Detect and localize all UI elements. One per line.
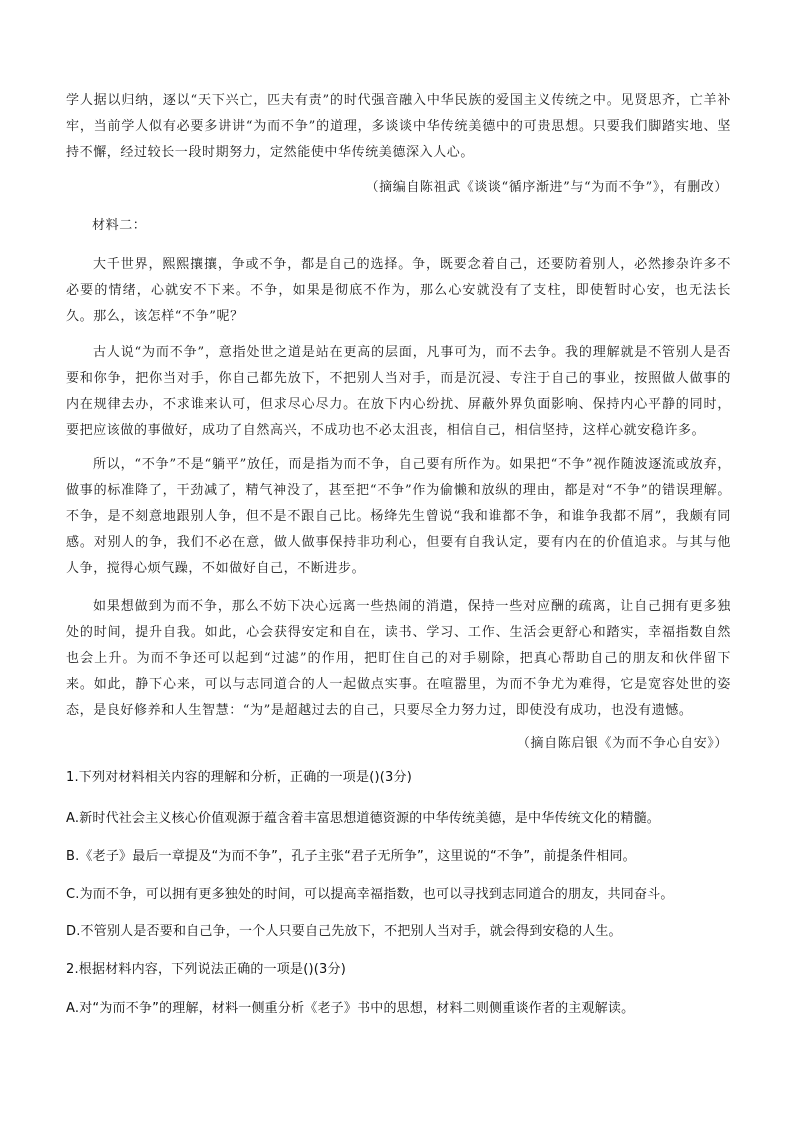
question-1-option-c: C.为而不争，可以拥有更多独处的时间，可以提高幸福指数，也可以寻找到志同道合的朋友，共同奋斗。	[66, 887, 674, 902]
material2-paragraph-1: 大千世界，熙熙攘攘，争或不争，都是自己的选择。争，既要念着自己，还要防着别人，必然掺杂许多不必要的情绪，心就安不下来。不争，如果是彻底不作为，那么心安就没有了支柱，即使暂时心安，也无法长久。那么，该怎样“不争”呢？	[66, 257, 731, 324]
question-1-option-d: D.不管别人是否要和自己争，一个人只要自己先放下，不把别人当对手，就会得到安稳的人生。	[66, 924, 622, 939]
material2-source: （摘自陈启银《为而不争心自安》）	[516, 736, 728, 751]
question-2-stem: 2.根据材料内容，下列说法正确的一项是()(3分)	[66, 962, 346, 977]
question-1-stem: 1.下列对材料相关内容的理解和分析，正确的一项是()(3分)	[66, 770, 412, 785]
question-2-option-a: A.对“为而不争”的理解，材料一侧重分析《老子》书中的思想，材料二则侧重谈作者的主观解读。	[66, 1001, 635, 1016]
material2-paragraph-4: 如果想做到为而不争，那么不妨下决心远离一些热闹的消遣，保持一些对应酬的疏离，让自己拥有更多独处的时间，提升自我。如此，心会获得安定和自在，读书、学习、工作、生活会更舒心和踏实，幸福指数自然也会上升。为而不争还可以起到“过滤”的作用，把盯住自己的对手剔除，把真心帮助自己的朋友和伙伴留下来。如此，静下心来，可以与志同道合的人一起做点实事。在喧嚣里，为而不争尤为难得，它是宽容处世的姿态，是良好修养和人生智慧：“为”是超越过去的自己，只要尽全力努力过，即使没有成功，也没有遗憾。	[66, 599, 731, 718]
material1-source: （摘编自陈祖武《谈谈“循序渐进”与“为而不争”》，有删改）	[365, 180, 728, 195]
material2-heading: 材料二：	[92, 218, 147, 233]
material2-paragraph-3: 所以，“不争”不是“躺平”放任，而是指为而不争，自己要有所作为。如果把“不争”视作随波逐流或放弃，做事的标准降了，干劲减了，精气神没了，甚至把“不争”作为偷懒和放纵的理由，都是对“不争”的错误理解。不争，是不刻意地跟别人争，但不是不跟自己比。杨绛先生曾说“我和谁都不争，和谁争我都不屑”，我颇有同感。对别人的争，我们不必在意，做人做事保持非功利心，但要有自我认定，要有内在的价值追求。与其与他人争，搅得心烦气躁，不如做好自己，不断进步。	[66, 457, 731, 576]
question-1-option-b: B.《老子》最后一章提及“为而不争”，孔子主张“君子无所争”，这里说的“不争”，前提条件相同。	[66, 849, 636, 864]
question-1-option-a: A.新时代社会主义核心价值观源于蕴含着丰富思想道德资源的中华传统美德，是中华传统文化的精髓。	[66, 811, 660, 826]
material2-paragraph-2: 古人说“为而不争”，意指处世之道是站在更高的层面，凡事可为，而不去争。我的理解就是不管别人是否要和你争，把你当对手，你自己都先放下，不把别人当对手，而是沉浸、专注于自己的事业，按照做人做事的内在规律去办，不求谁来认可，但求尽心尽力。在放下内心纷扰、屏蔽外界负面影响、保持内心平静的同时，要把应该做的事做好，成功了自然高兴，不成功也不必太沮丧，相信自己，相信坚持，这样心就安稳许多。	[66, 345, 731, 438]
material1-continuation: 学人据以归纳，逐以“天下兴亡，匹夫有责”的时代强音融入中华民族的爱国主义传统之中。见贤思齐，亡羊补牢，当前学人似有必要多讲讲“为而不争”的道理，多谈谈中华传统美德中的可贵思想。只要我们脚踏实地、坚持不懈，经过较长一段时期努力，定然能使中华传统美德深入人心。	[66, 93, 731, 160]
